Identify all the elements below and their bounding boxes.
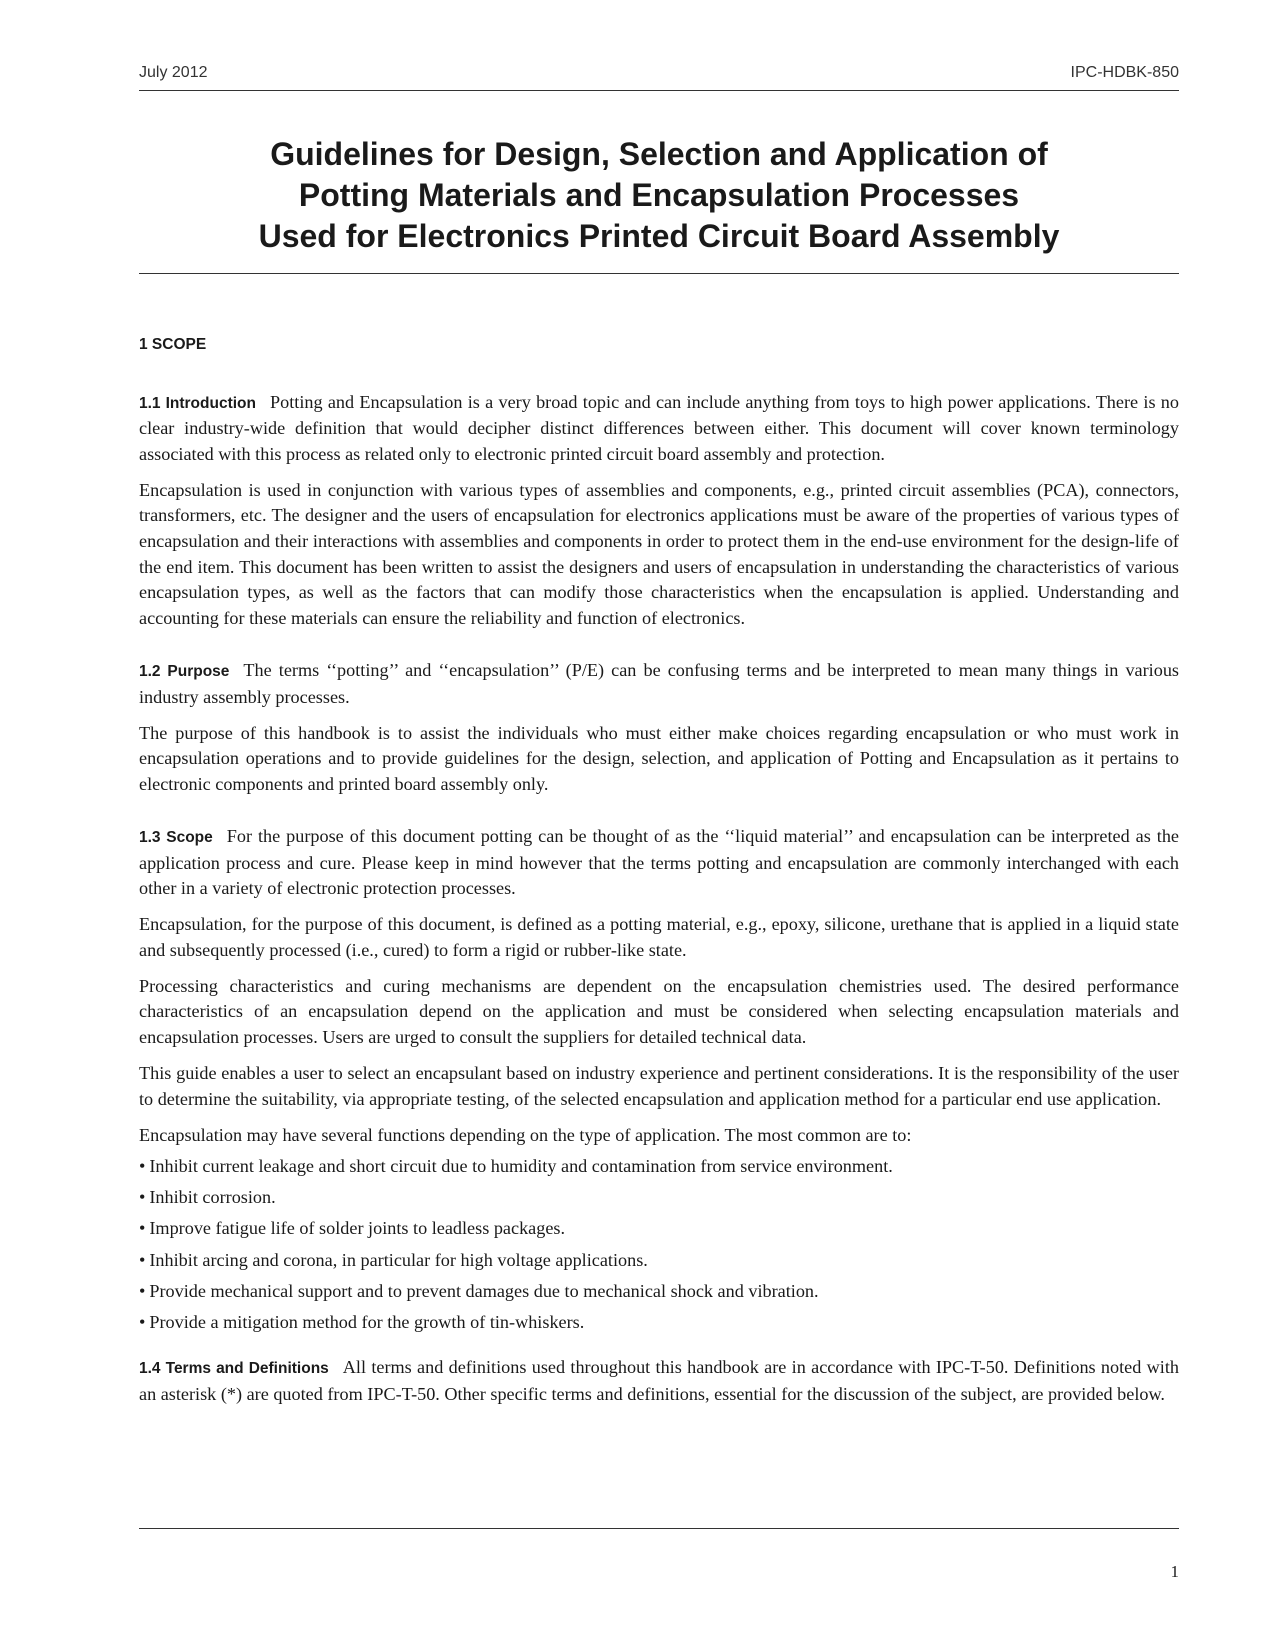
heading-purpose: 1.2 Purpose (139, 662, 230, 680)
scope-paragraph-1 (139, 824, 1179, 902)
scope-paragraph-5: Encapsulation may have several functions depending on the type of application. The most common are to: (139, 1124, 912, 1145)
functions-list (139, 1154, 1179, 1336)
heading-scope: 1.3 Scope (139, 828, 213, 846)
title-rule (139, 273, 1179, 274)
heading-introduction: 1.1 Introduction (139, 394, 256, 412)
list-item: • Provide a mitigation method for the growth of tin-whiskers. (139, 1311, 585, 1332)
header-doc-id: IPC-HDBK-850 (1070, 64, 1179, 81)
header-rule (139, 90, 1179, 91)
title-line-1: Guidelines for Design, Selection and Application of (270, 136, 1048, 172)
scope-paragraph-4: This guide enables a user to select an encapsulant based on industry experience and pertinent considerations. It is the responsibility of the user to determine the suitability, via appropriate testing, of the selected encapsulation and application method for a particular end use application. (139, 1063, 1179, 1109)
section-heading-scope: 1 SCOPE (139, 336, 207, 353)
running-header (139, 64, 1179, 88)
header-date: July 2012 (139, 64, 208, 81)
list-item: • Improve fatigue life of solder joints to leadless packages. (139, 1218, 566, 1239)
list-item: • Inhibit arcing and corona, in particular for high voltage applications. (139, 1249, 648, 1270)
heading-terms-definitions: 1.4 Terms and Definitions (139, 1360, 329, 1378)
terms-text-1: All terms and definitions used throughout this handbook are in accordance with IPC-T-50. Definitions noted with an asterisk (*) are quoted from IPC-T-50. Other specific terms and definitions, essential for the discussion of the subject, are provided below. (139, 1357, 1179, 1404)
intro-paragraph-2: Encapsulation is used in conjunction with various types of assemblies and components, e.g., printed circuit assemblies (PCA), connectors, transformers, etc. The designer and the users of encapsulation for electronics applications must be aware of the properties of various types of encapsulation and their interactions with assemblies and components in order to protect them in the end-use environment for the design-life of the end item. This document has been written to assist the designers and users of encapsulation in understanding the characteristics of various encapsulation types, as well as the factors that can modify those characteristics when the encapsulation is applied. Understanding and accounting for these materials can ensure the reliability and function of electronics. (139, 479, 1179, 628)
purpose-paragraph-1 (139, 658, 1179, 710)
intro-paragraph-1 (139, 390, 1179, 468)
list-item: • Inhibit corrosion. (139, 1187, 276, 1208)
document-body (139, 332, 1179, 1418)
page-number: 1 (1170, 1562, 1179, 1581)
scope-text-1: For the purpose of this document potting can be thought of as the ‘‘liquid material’’ and encapsulation can be interpreted as the application process and cure. Please keep in mind however that the terms potting and encapsulation are commonly interchanged with each other in a variety of electronic protection processes. (139, 825, 1179, 899)
list-item: • Provide mechanical support and to prevent damages due to mechanical shock and vibration. (139, 1280, 819, 1301)
document-title (139, 134, 1179, 257)
scope-paragraph-3: Processing characteristics and curing mechanisms are dependent on the encapsulation chemistries used. The desired performance characteristics of an encapsulation depend on the application and must be considered when selecting encapsulation materials and encapsulation processes. Users are urged to consult the suppliers for detailed technical data. (139, 975, 1179, 1048)
purpose-text-1: The terms ‘‘potting’’ and ‘‘encapsulation’’ (P/E) can be confusing terms and be interpreted to mean many things in various industry assembly processes. (139, 659, 1180, 707)
title-line-3: Used for Electronics Printed Circuit Board Assembly (258, 218, 1060, 254)
intro-text-1: Potting and Encapsulation is a very broad topic and can include anything from toys to high power applications. There is no clear industry-wide definition that would decipher distinct differences between either. This document will cover known terminology associated with this process as related only to electronic printed circuit board assembly and protection. (139, 391, 1179, 464)
terms-paragraph-1 (139, 1355, 1179, 1407)
list-item: • Inhibit current leakage and short circuit due to humidity and contamination from service environment. (139, 1156, 893, 1177)
title-line-2: Potting Materials and Encapsulation Processes (298, 177, 1020, 213)
footer-rule (139, 1528, 1179, 1529)
purpose-paragraph-2: The purpose of this handbook is to assist the individuals who must either make choices regarding encapsulation or who must work in encapsulation operations and to provide guidelines for the design, selection, and application of Potting and Encapsulation as it pertains to electronic components and printed board assembly only. (139, 722, 1179, 794)
scope-paragraph-2: Encapsulation, for the purpose of this document, is defined as a potting material, e.g., epoxy, silicone, urethane that is applied in a liquid state and subsequently processed (i.e., cured) to form a rigid or rubber-like state. (139, 914, 1179, 960)
